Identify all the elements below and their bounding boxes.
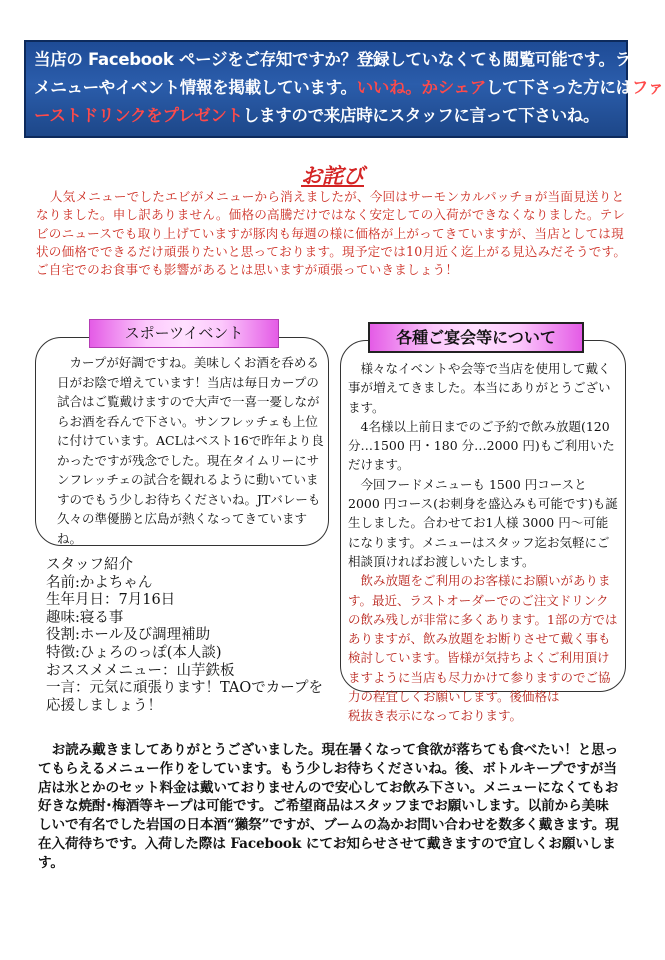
party-paragraph-2: 4名様以上前日までのご予約で飲み放題(120分…1500 円・180 分…2000 円)もご利用いただけます。 <box>348 418 615 473</box>
staff-heading: スタッフ紹介 <box>46 557 133 573</box>
banner-first-drink-part: ファ <box>631 78 664 97</box>
staff-role: 役割:ホール及び調理補助 <box>46 627 211 644</box>
banner-text: メニューやイベント情報を掲載しています。 <box>34 78 357 97</box>
banner-like-share: いいね。かシェア <box>356 78 486 97</box>
banner-text: しますので来店時にスタッフに言って下さいね。 <box>242 106 600 125</box>
sports-header: スポーツイベント <box>89 319 279 348</box>
party-paragraph-4: 飲み放題をご利用のお客様にお願いがあります。最近、ラストオーダーでのご注文ドリンクの飲み残しが非常に多くあります。1部の方ではありますが、飲み放題をお断りさせて戴く事も検討しています。皆様が気持ちよくご利用頂けますように当店も尽力かけて参りますのでご協力の程宜しくお願いします。後価格は <box>348 573 618 705</box>
party-body <box>348 359 620 726</box>
staff-hobby: 趣味:寝る事 <box>46 609 124 626</box>
party-paragraph-1: 様々なイベントや会等で当店を使用して戴く事が増えてきました。本当にありがとうございます。 <box>348 361 611 415</box>
party-paragraph-3: 今回フードメニューも 1500 円コースと 2000 円コース(お刺身を盛込みも可能です)も誕生しました。合わせてお1人様 3000 円～可能になります。メニューはスタッフ迄お気軽にご相談頂ければお渡しいたします。 <box>348 476 618 569</box>
staff-introduction <box>46 557 336 715</box>
facebook-banner <box>24 40 664 138</box>
staff-trait: 特徴:ひょろのっぽ(本人談) <box>46 644 222 661</box>
apology-title: お詫び <box>301 163 364 188</box>
closing-message: お読み戴きましてありがとうございました。現在暑くなって食欲が落ちても食べたい！と思ってもらえるメニュー作りをしています。もう少しお待ちくださいね。後、ボトルキープですが当店は氷とかのセット料金は戴いておりませんので安心してお飲み下さい。メニューになくてもお好きな焼酎･梅酒等キープは可能です。ご希望商品はスタッフまでお願いします。以前から美味しいで有名でした岩国の日本酒“獺祭”ですが、ブームの為かお問い合わせを数多く戴きます。現在入荷待ちです。入荷した際は Facebook にてお知らせさせて戴きますので宜しくお願いします。 <box>38 742 619 871</box>
banner-line-1: 当店の Facebook ページをご存知ですか？登録していなくても閲覧可能です。ランチ <box>34 50 664 69</box>
staff-comment: 一言：元気に頑張ります！TAOでカープを応援しましょう！ <box>46 680 324 714</box>
banner-line-2 <box>34 74 664 102</box>
sports-body: カープが好調ですね。美味しくお酒を呑める日がお陰で増えています！当店は毎日カープの試合はご覧戴けますので大声で一喜一憂しながらお酒を呑んで下さい。サンフレッチェも上位に付けています。ACLはベスト16で昨年より良かったですが残念でした。現在タイムリーにサンフレッチェの試合を観れるように動いていますのでもう少しお待ちくださいね。JTバレーも久々の準優勝と広島が熱くなってきていますね。 <box>57 355 324 546</box>
party-header: 各種ご宴会等について <box>368 322 584 353</box>
banner-first-drink-present: ーストドリンクをプレゼント <box>34 106 243 125</box>
staff-birthday: 生年月日：7月16日 <box>46 592 176 609</box>
party-paragraph-5: 税抜き表示になっております。 <box>348 708 523 724</box>
banner-text: して下さった方には <box>485 78 632 97</box>
staff-recommend: おススメメニュー：山芋鉄板 <box>46 662 235 679</box>
apology-body: 人気メニューでしたエビがメニューから消えましたが、今回はサーモンカルパッチョが当面見送りとなりました。申し訳ありません。価格の高騰だけではなく安定しての入荷ができなくなりました。テレビのニュースでも取り上げていますが豚肉も毎週の様に価格が上がってきていますが、当店としては現状の価格でできるだけ頑張りたいと思っております。現予定では10月近く迄上がる見込みだそうです。ご自宅でのお食事でも影響があるとは思いますが頑張っていきましょう！ <box>36 189 627 278</box>
staff-name: 名前:かよちゃん <box>46 574 153 591</box>
banner-line-3 <box>34 102 618 130</box>
